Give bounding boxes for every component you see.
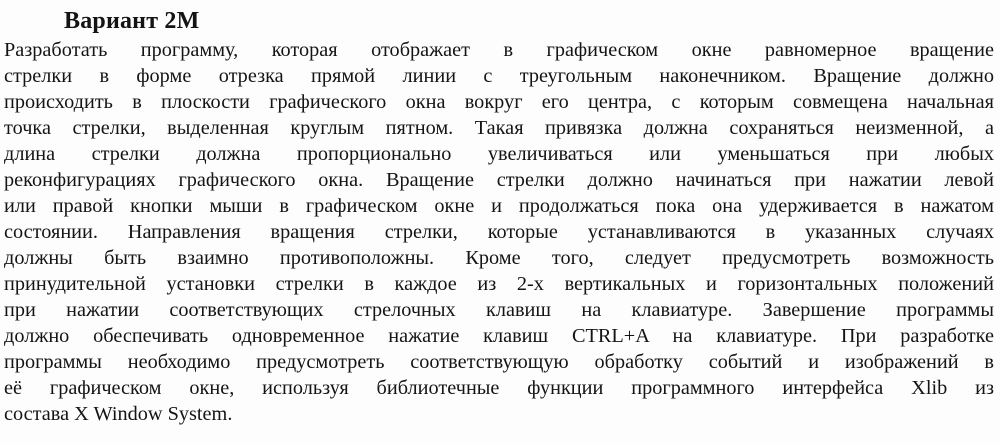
text-line-10: принудительной установки стрелки в каждое из 2-х вертикальных и горизонтальных положений — [4, 273, 994, 295]
text-line-6: реконфигурациях графического окна. Вращение стрелки должно начинаться при нажатии левой — [4, 169, 994, 191]
text-line-7: или правой кнопки мыши в графическом окне и продолжаться пока она удерживается в нажатом — [4, 195, 994, 217]
text-line-13: программы необходимо предусмотреть соответствующую обработку событий и изображений в — [4, 351, 994, 373]
text-line-11: при нажатии соответствующих стрелочных клавиш на клавиатуре. Завершение программы — [4, 299, 994, 321]
document-body — [4, 37, 994, 427]
text-line-12: должно обеспечивать одновременное нажатие клавиш CTRL+A на клавиатуре. При разработке — [4, 325, 994, 347]
text-line-15: состава X Window System. — [4, 403, 233, 425]
text-line-1: Разработать программу, которая отображает в графическом окне равномерное вращение — [4, 39, 994, 61]
text-line-5: длина стрелки должна пропорционально увеличиваться или уменьшаться при любых — [4, 143, 994, 165]
text-line-4: точка стрелки, выделенная круглым пятном. Такая привязка должна сохраняться неизменной, а — [4, 117, 994, 139]
text-line-9: должны быть взаимно противоположны. Кроме того, следует предусмотреть возможность — [4, 247, 994, 269]
text-line-8: состоянии. Направления вращения стрелки, которые устанавливаются в указанных случаях — [4, 221, 994, 243]
text-line-14: её графическом окне, используя библиотечные функции программного интерфейса Xlib из — [4, 377, 994, 399]
text-line-3: происходить в плоскости графического окна вокруг его центра, с которым совмещена начальная — [4, 91, 994, 113]
document-title: Вариант 2М — [64, 8, 200, 34]
text-line-2: стрелки в форме отрезка прямой линии с треугольным наконечником. Вращение должно — [4, 65, 994, 87]
